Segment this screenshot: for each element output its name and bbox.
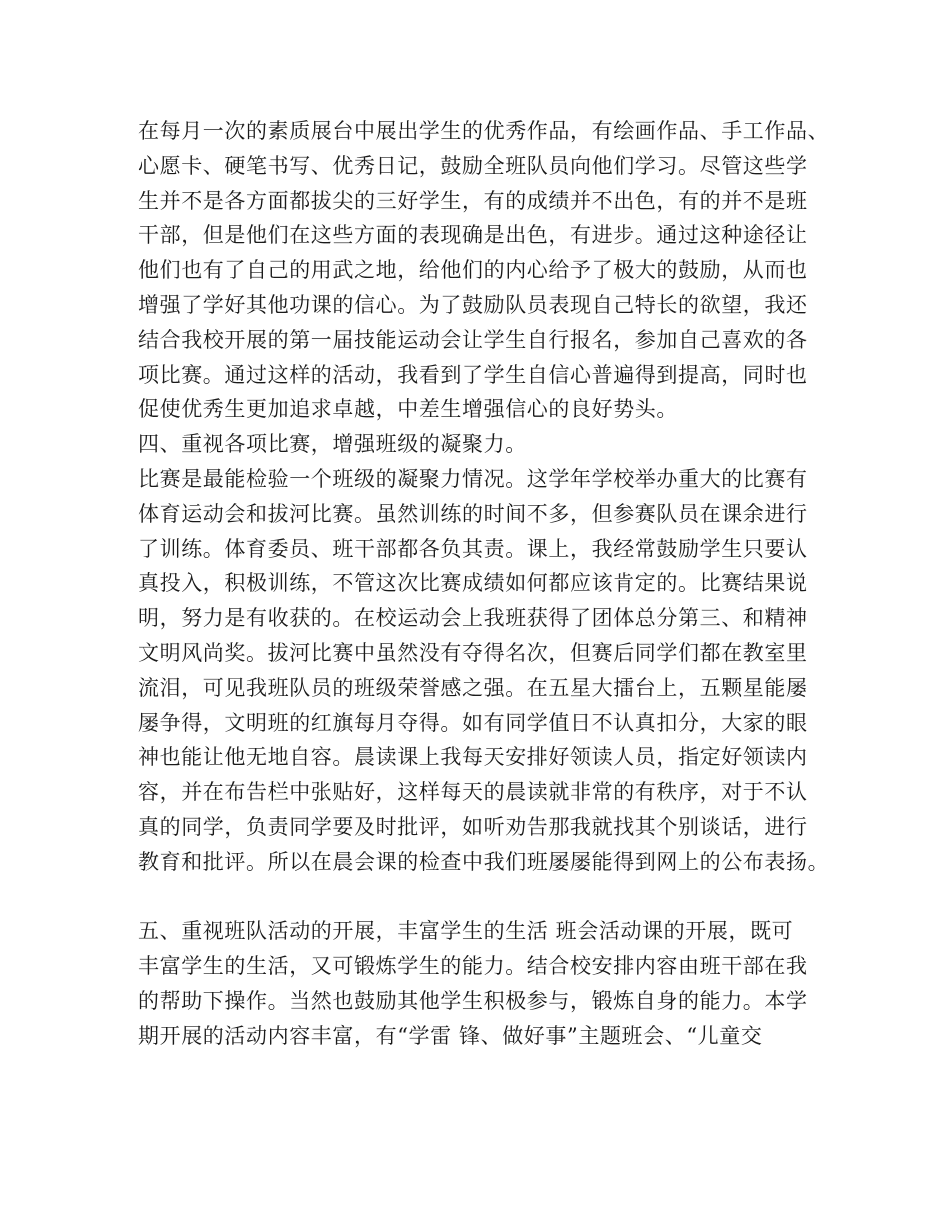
text-line: 结合我校开展的第一届技能运动会让学生自行报名，参加自己喜欢的各 [138, 327, 808, 352]
text-line: 真投入，积极训练，不管这次比赛成绩如何都应该肯定的。比赛结果说 [138, 571, 808, 596]
text-line: 生并不是各方面都拔尖的三好学生，有的成绩并不出色，有的并不是班 [138, 188, 808, 213]
text-line: 容，并在布告栏中张贴好，这样每天的晨读就非常的有秩序，对于不认 [138, 780, 808, 805]
text-line: 教育和批评。所以在晨会课的检查中我们班屡屡能得到网上的公布表扬。 [138, 849, 830, 874]
text-line: 比赛是最能检验一个班级的凝聚力情况。这学年学校举办重大的比赛有 [138, 466, 808, 491]
text-line: 神也能让他无地自容。晨读课上我每天安排好领读人员，指定好领读内 [138, 745, 808, 770]
text-line: 心愿卡、硬笔书写、优秀日记，鼓励全班队员向他们学习。尽管这些学 [138, 153, 808, 178]
text-line: 增强了学好其他功课的信心。为了鼓励队员表现自己特长的欲望，我还 [138, 292, 808, 317]
text-line: 屡争得，文明班的红旗每月夺得。如有同学值日不认真扣分，大家的眼 [138, 710, 808, 735]
text-line: 真的同学，负责同学要及时批评，如听劝告那我就找其个别谈话，进行 [138, 814, 808, 839]
text-line: 项比赛。通过这样的活动，我看到了学生自信心普遍得到提高，同时也 [138, 362, 808, 387]
section-heading-four: 四、重视各项比赛，增强班级的凝聚力。 [138, 432, 527, 457]
text-line: 干部，但是他们在这些方面的表现确是出色，有进步。通过这种途径让 [138, 223, 808, 248]
text-line: 了训练。体育委员、班干部都各负其责。课上，我经常鼓励学生只要认 [138, 536, 808, 561]
text-line: 在每月一次的素质展台中展出学生的优秀作品，有绘画作品、手工作品、 [138, 119, 830, 143]
text-line: 的帮助下操作。当然也鼓励其他学生积极参与，锻炼自身的能力。本学 [138, 988, 808, 1013]
text-line: 明，努力是有收获的。在校运动会上我班获得了团体总分第三、和精神 [138, 606, 808, 631]
text-line: 期开展的活动内容丰富，有“学雷 锋、做好事”主题班会、“儿童交 [138, 1023, 763, 1048]
text-line: 文明风尚奖。拔河比赛中虽然没有夺得名次，但赛后同学们都在教室里 [138, 640, 808, 665]
text-line: 流泪，可见我班队员的班级荣誉感之强。在五星大擂台上，五颗星能屡 [138, 675, 808, 700]
text-line: 他们也有了自己的用武之地，给他们的内心给予了极大的鼓励，从而也 [138, 258, 808, 283]
text-line: 促使优秀生更加追求卓越，中差生增强信心的良好势头。 [138, 397, 678, 422]
text-line: 体育运动会和拔河比赛。虽然训练的时间不多，但参赛队员在课余进行 [138, 501, 808, 526]
paragraph-gap [138, 880, 838, 915]
text-line: 丰富学生的生活，又可锻炼学生的能力。结合校安排内容由班干部在我 [138, 954, 808, 979]
section-heading-five: 五、重视班队活动的开展，丰富学生的生活 班会活动课的开展，既可 [138, 919, 794, 944]
document-body [138, 114, 838, 1054]
